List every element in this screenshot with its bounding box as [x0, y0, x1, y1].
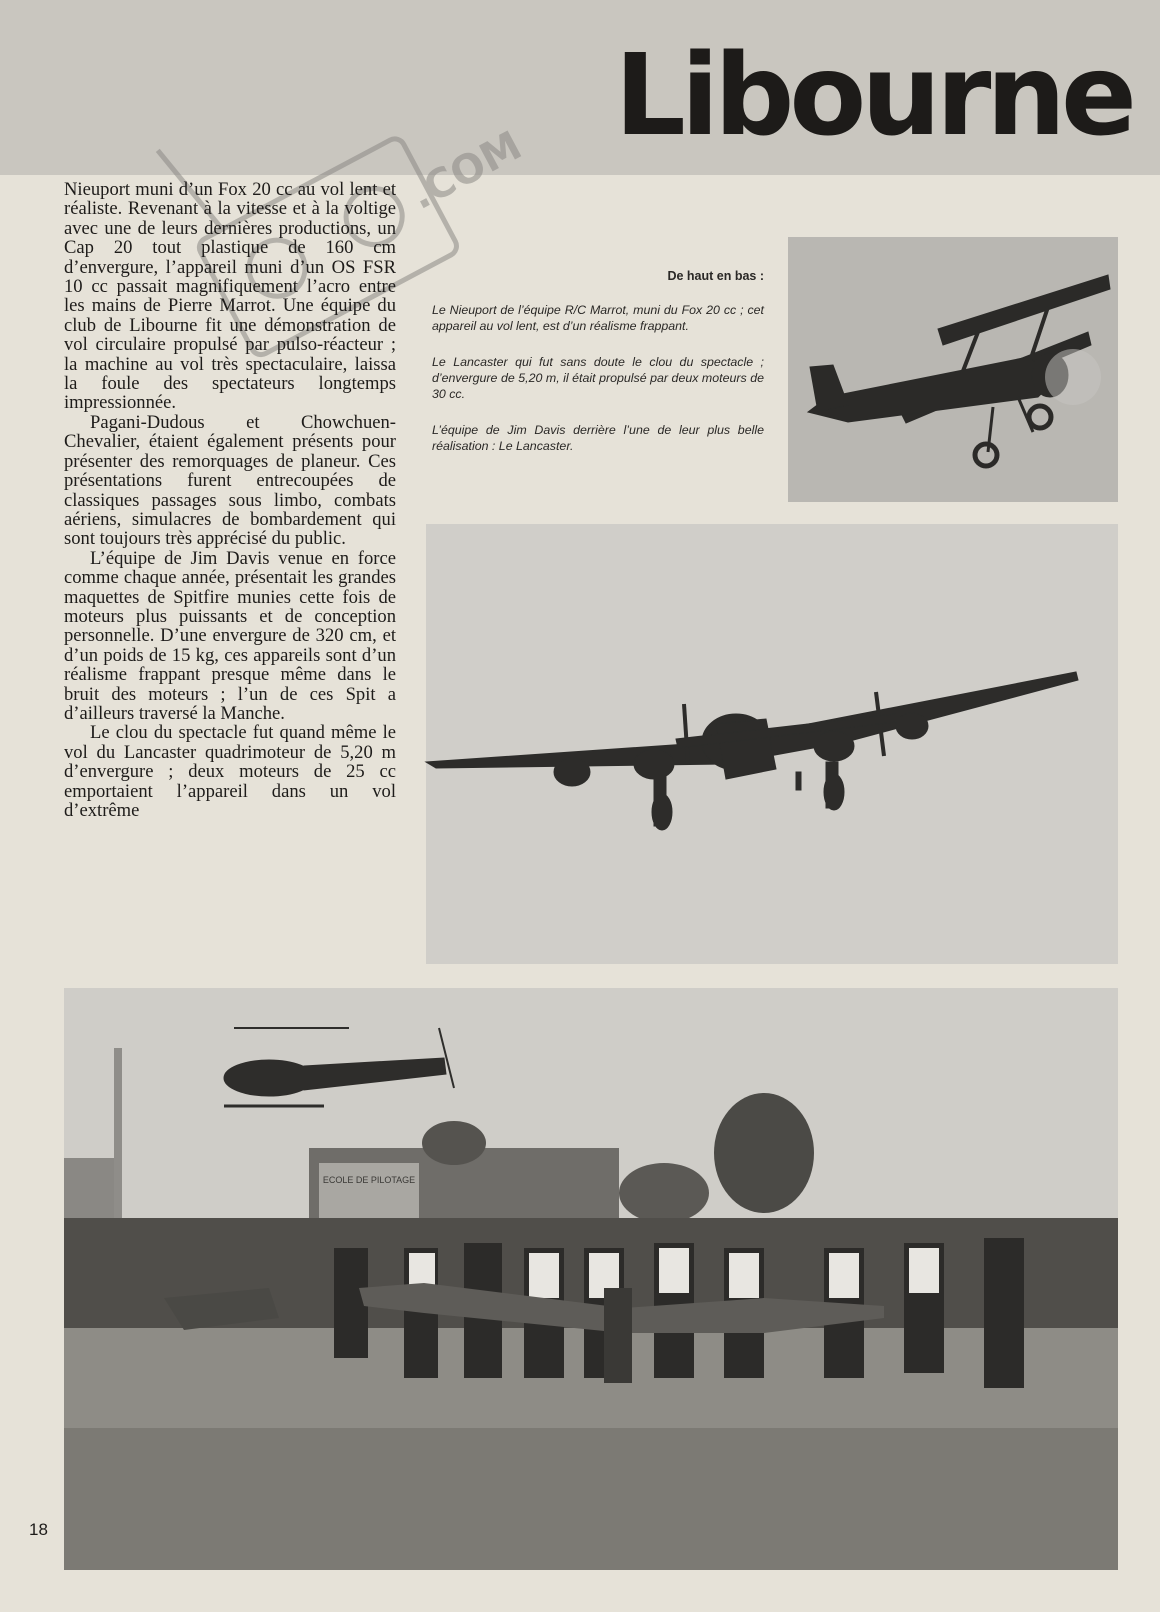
page-number: 18: [29, 1520, 48, 1539]
photo-crowd-helicopter: [64, 988, 1118, 1570]
article-paragraph-1: Nieuport muni d’un Fox 20 cc au vol lent et réaliste. Revenant à la vitesse et à la voltige avec une de leurs dernières productions, un Cap 20 tout plastique de 160 cm d’envergure, l’appareil muni d’un OS FSR 10 cc passait magnifiquement l’acro entre les mains de Pierre Marrot. Une équipe du club de Libourne fit une démonstration de vol circulaire propulsé par pulso-réacteur ; la machine au vol très spectaculaire, laissa la foule des spectateurs longtemps impressionnée.: [64, 179, 396, 414]
caption-lancaster: Le Lancaster qui fut sans doute le clou du spectacle ; d’envergure de 5,20 m, il était propulsé par deux moteurs de 30 cc.: [432, 355, 764, 401]
captions-heading: De haut en bas :: [667, 269, 764, 283]
article-paragraph-3: L’équipe de Jim Davis venue en force comme chaque année, présentait les grandes maquettes de Spitfire munies cette fois de moteurs plus puissants et de conception personnelle. D’une envergure de 320 cm, et d’un poids de 15 kg, ces appareils sont d’un réalisme frappant presque même dans le bruit des moteurs ; l’un de ces Spit a d’ailleurs traversé la Manche.: [64, 547, 396, 724]
page-title: Libourne: [614, 31, 1132, 161]
photo-nieuport-biplane: [788, 237, 1118, 502]
building-sign: ECOLE DE PILOTAGE: [322, 1175, 416, 1185]
article-paragraph-4: Le clou du spectacle fut quand même le vol du Lancaster quadrimoteur de 5,20 m d’envergure ; deux moteurs de 25 cc emportaient l’appareil dans un vol d’extrême: [64, 722, 396, 821]
article-body: [64, 180, 396, 820]
caption-jim-davis-team: L’équipe de Jim Davis derrière l’une de leur plus belle réalisation : Le Lancaster.: [432, 423, 764, 453]
caption-nieuport: Le Nieuport de l’équipe R/C Marrot, muni du Fox 20 cc ; cet appareil au vol lent, est d’un réalisme frappant.: [432, 303, 764, 333]
photo-captions: [432, 268, 764, 474]
watermark-text: .COM: [403, 122, 530, 219]
article-paragraph-2: Pagani-Dudous et Chowchuen-Chevalier, étaient également présents pour présenter des remorquages de planeur. Ces présentations furent entrecoupées de classiques passages sous limbo, combats aériens, simulacres de bombardement qui sont toujours très apprécisé du public.: [64, 411, 396, 550]
photo-lancaster-flight: [426, 524, 1118, 964]
